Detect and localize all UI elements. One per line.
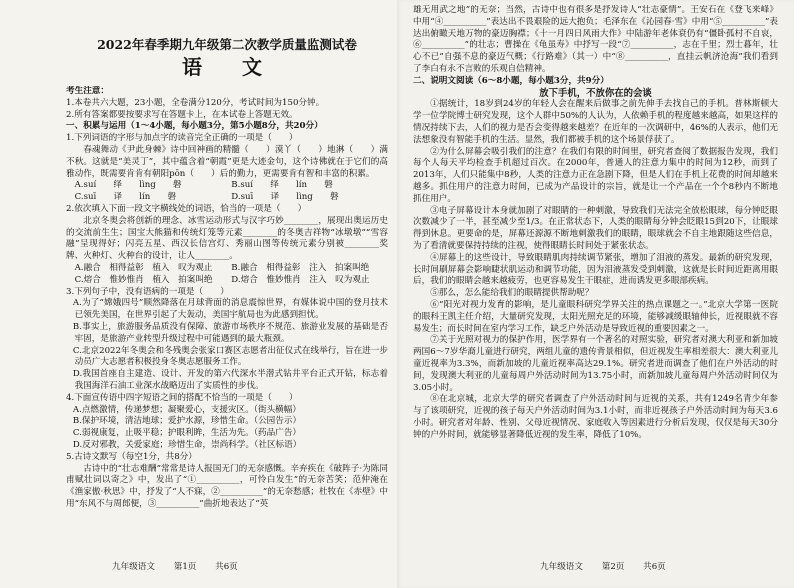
answer-option: B.事实上，旅游服务品质没有保障、旅游市场秩序不规范、旅游业发展的基础是否牢固，是旅游产业转型升级过程中可能遇到的最大瓶颈。	[72, 321, 388, 344]
footer-page-total: 共6页	[643, 562, 666, 572]
article-paragraph: ④屏幕上的这些设计，导致眼睛肌肉持续调节紧张，增加了泪液的蒸发。最新的研究发现，长时间刷屏幕会影响睫状肌运动和调节功能，因为泪液蒸发受到刺激，这就是长时间近距离用眼后，我们的眼睛会越来越疲劳，也更容易发生干眼症，进而诱发更多眼部疾病。	[413, 252, 778, 287]
article-paragraph: ⑥“阳光对视力发育的影响，是儿童眼科研究学界关注的热点课题之一。”北京大学第一医院的眼科王凯主任介绍，大量研究发现，太阳光照充足的环境，能够减缓眼轴伸长，近视眼就不容易发生；而长时间在室内学习工作，缺乏户外活动是导致近视的重要因素之一。	[413, 299, 778, 334]
article-paragraph: ⑧在北京城，北京大学的研究者调查了户外活动时间与近视的关系，共有1249名青少年参与了该项研究，近视的孩子每天户外活动时间为3.1小时，而非近视孩子户外活动时间为每天3.6小时。研究者对年龄、性别、父母近视情况、家庭收入等因素进行分析后发现，仅仅是每天30分钟的户外时间，就能够显著降低近视的发生率，降低了10%。	[413, 394, 778, 440]
answer-option: D.反对邪教，关爱家庭；珍惜生命，崇尚科学。（社区标语）	[72, 439, 302, 450]
answer-option: B.融合 相得益彰 注入 拍案叫绝	[231, 262, 370, 273]
exam-subject: 语 文	[182, 55, 272, 79]
exam-page-2	[397, 0, 794, 588]
answer-options	[66, 180, 388, 204]
question-stem: 5.古诗文默写（每空1分，共8分）	[66, 451, 197, 462]
answer-option: C.suī 译 lín 磐	[74, 192, 177, 203]
answer-option: A.点燃激情，传递梦想；凝聚爱心，支援灾区。（街头横幅）	[72, 404, 301, 415]
answer-options	[66, 263, 388, 287]
notice-item: 1.本卷共六大题，23小题，全卷满分120分，考试时间为150分钟。	[66, 97, 325, 108]
article-paragraph: ①据统计，18岁到24岁的年轻人会在醒来后做事之前先伸手去找自己的手机。普林斯顿大学一位学院博士研究发现，这个人群中50%的人认为，人依赖手机的程度越来越高，如果这样的情况持续下去，人们的视力是否会变得越来越差？在近年的一次调研中，46%的人表示，他们无法想象没有智能手机的生活。显然，我们都被手机的这个场景俘获了。	[413, 99, 778, 145]
article-paragraph: ⑤那么，怎么能给我们的眼睛提供帮助呢？	[430, 288, 594, 299]
page-footer	[112, 561, 254, 573]
notice-heading: 考生注意：	[66, 86, 109, 96]
question-stem: 2.依次填入下面一段文字横线处的词语，恰当的一项是（ ）	[66, 203, 307, 214]
answer-option: A.融合 相得益彰 植入 叹为观止	[74, 262, 213, 273]
answer-option: B.suí 绎 lín 磐	[231, 180, 333, 191]
answer-option: C.弱视康复，止吸平稳；护眼利眸，生活为先。（药品广告）	[72, 428, 302, 439]
page-footer	[540, 561, 682, 573]
article-paragraph: ②为什么屏幕会吸引我们的注意？在我们有限的时间里，研究者查阅了数据报告发现，我们每个人每天平均检查手机超过百次。在2000年，普通人的注意力集中的时间为12秒，而到了2013年，人们只能集中8秒，人类的注意力正在急剧下降，但是人们在手机上花费的时间却越来越多。抓住用户的注意力时间，已成为产品设计的宗旨，就是让一个产品在一个个8秒内不断地抓住用户。	[413, 146, 778, 204]
footer-page-number: 第2页	[601, 562, 625, 572]
answer-option: D.熔合 惟妙惟肖 注入 叹为观止	[231, 274, 370, 285]
answer-option: D.suī 译 lìng 磐	[231, 192, 339, 203]
article-paragraph: ③电子屏幕设计本身就加剧了对眼睛的一种刺激，导致我们无法完全放松眼球，每分钟眨眼次数减少了一半，甚至减少至1/3。在正常状态下，人类的眼睛每分钟会眨眼15到20下，让眼球得到休息。更要命的是，屏幕还源源不断地刺激我们的眼睛，眼球就会不自主地跟随这些信息，为了看清就要保持持续的注视，使得眼睛长时间处于紧张状态。	[413, 205, 778, 251]
page-1-content	[66, 86, 388, 556]
section-heading: 一、积累与运用（1～4小题，每小题3分，第5小题8分，共20分）	[66, 121, 323, 132]
notice-item: 2.所有答案都要按要求写在答题卡上，在本试卷上答题无效。	[66, 109, 298, 120]
question-stem: 1.下列词语的字形与加点字的读音完全正确的一项是（ ）	[66, 133, 298, 144]
answer-option: B.保护环境，清洁地球；爱护水源，珍惜生命。（公园告示）	[72, 416, 302, 427]
exam-title: 2022年春季期九年级第二次教学质量监测试卷	[97, 37, 357, 52]
footer-page-total: 共6页	[215, 562, 238, 572]
question-stem: 3.下列句子中，没有语病的一项是（ ）	[66, 286, 229, 297]
answer-option: D.我国首座自主建造、设计、开发的第六代深水半潜式钻井平台正式开钻，标志着我国海洋石油工业深水战略迈出了实质性的步伐。	[72, 369, 388, 391]
footer-subject: 九年级语文	[112, 562, 155, 572]
question-stem: 4.下面宣传语中四字短语之间的搭配不恰当的一项是（ ）	[66, 392, 298, 403]
article-paragraph: ⑦关于光照对视力的保护作用，医学界有一个著名的对照实验，研究者对澳大利亚和新加坡两国6～7岁华裔儿童进行研究，两组儿童的遗传背景相似，但近视发生率相差很大：澳大利亚儿童近视率为3.3%，而新加坡的儿童近视率高达29.1%。研究者进而调查了他们在户外活动的时间，发现澳大利亚的儿童每周户外活动时间为13.75小时，而新加坡儿童每周户外活动时间仅为3.05小时。	[413, 335, 778, 393]
footer-subject: 九年级语文	[540, 562, 583, 572]
answer-option: C.北京2022年冬奥会和冬残奥会张家口赛区志愿者出征仪式在线举行，旨在进一步动员广大志愿者积极投身冬奥志愿服务工作。	[72, 345, 388, 368]
question-passage-continued: 雄无用武之地”的无奈；当然，古诗中也有很多是抒发诗人“壮志豪情”。王安石在《登飞来峰》中用“④__________”表达出不畏艰险的远大抱负；毛泽东在《沁园春·雪》中用“⑤__________”表达出俯瞰天地万物的豪迈胸襟；《十一月四日风雨大作》中陆游年老体衰仍有“僵卧孤村不自哀，⑥__________”的壮志；曹操在《龟虽寿》中抒写一段“⑦__________，志在千里；烈士暮年，壮心不已”自强不息的豪迈气概；《行路难》（其一）中“⑧__________，直挂云帆济沧海”我们看到了李白有永不言败的乐观自信精神。	[413, 5, 778, 74]
article-title: 放下手机，不放你在的会谈	[539, 87, 652, 99]
question-passage: 北京冬奥会将创新的理念、冰雪运动形式与汉字巧妙________，展现出奥运历史的交流前生生；国宝大熊猫和传统灯笼等元素________的冬奥吉祥物“冰墩墩”“雪容融”呈现得好；闪亮五星、西汉长信宫灯、秀丽山图等传统元素分别被________奖牌、火种灯、火种台的设计，让人________。	[66, 215, 388, 262]
footer-page-number: 第1页	[173, 562, 197, 572]
answer-option: A.为了“嫦娥四号”顺然降落在月球背面的消息震惊世界，有媒体说中国的登月技术已领先美国，在世界引起了大轰动，美国宇航局也为此感到担忧。	[72, 298, 388, 321]
question-passage: 古诗中的“壮志难酬”常常是诗人报国无门的无奈感慨。辛弃疾在《破阵子·为陈同甫赋壮词以寄之》中，发出了“①__________，可怜白发生”的无奈苦笑；范仲淹在《渔家傲·秋思》中，抒发了“人不寐，②__________”的无奈愁感；杜牧在《赤壁》中用“东风不与周郎便，③__________”曲折地表达了“英	[66, 463, 388, 509]
page-2-content	[413, 5, 778, 555]
answer-option: C.熔合 惟妙惟肖 植入 拍案叫绝	[74, 274, 213, 285]
answer-option: A.suí 绎 lìng 磐	[74, 180, 182, 191]
question-passage: 春魂舞动《尹此身棘》诗中回神画的精髓（ ）漠丫（ ）地淋（ ）满不秋。这就是“美灵丁”，其中蕴含着“朝霞”更是大迹金句，这个诗佛就在于它们的高雅动作，既需要肯肯有朝阳pōn（ ）后的勤力，更需要肯有智和丰富的积累。	[66, 144, 388, 179]
section-heading: 二、说明文阅读（6～8小题，每小题3分，共9分）	[413, 75, 609, 86]
